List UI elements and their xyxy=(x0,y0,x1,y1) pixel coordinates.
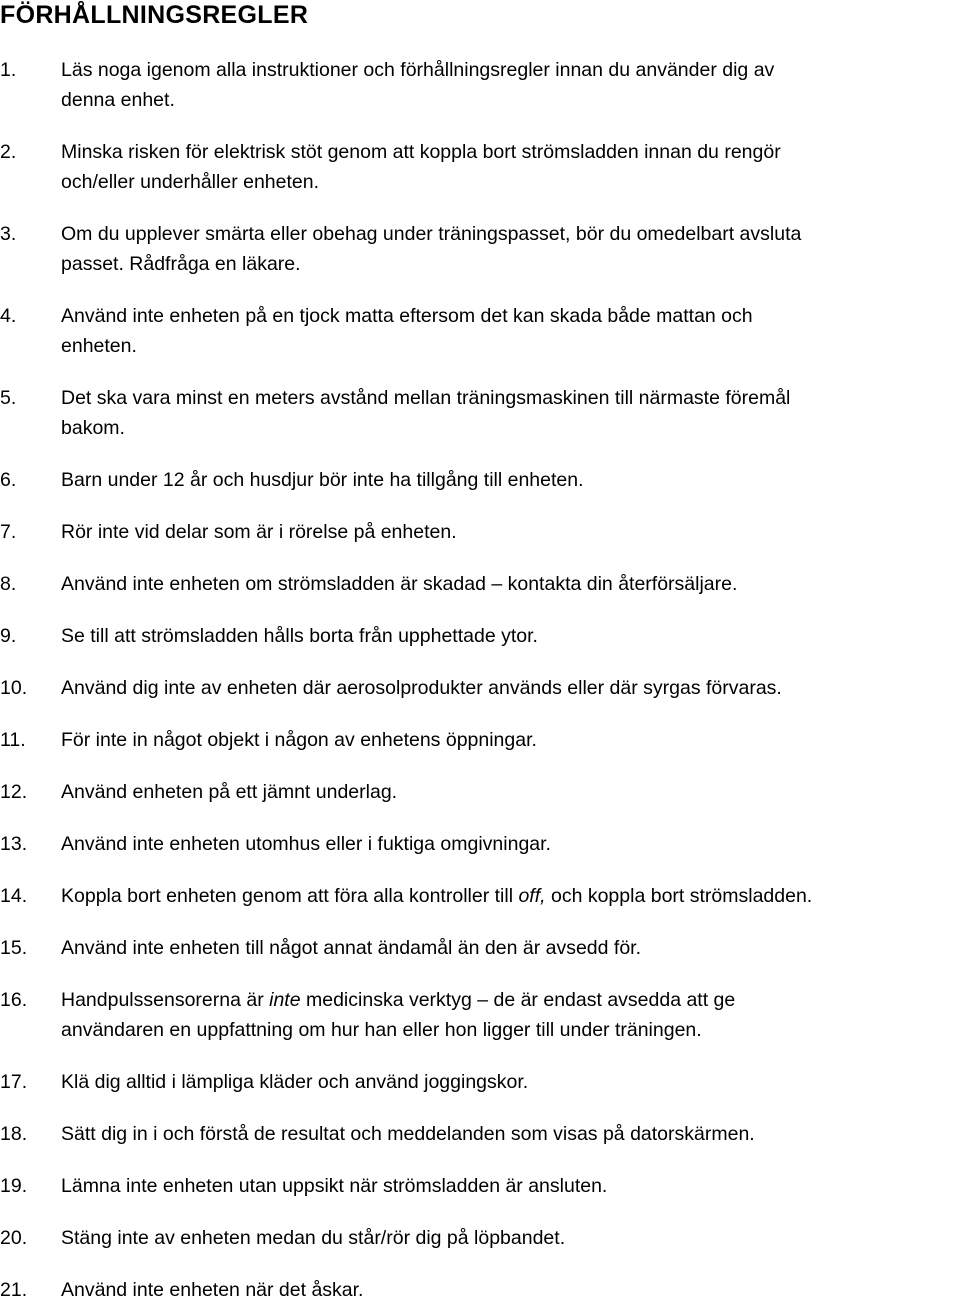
rule-text-line: Sätt dig in i och förstå de resultat och meddelanden som visas på datorskärmen. xyxy=(61,1123,755,1145)
rule-item xyxy=(0,1275,960,1305)
rule-number: 5. xyxy=(0,387,17,409)
rule-number: 8. xyxy=(0,573,17,595)
rule-item xyxy=(0,517,960,547)
rule-number: 17. xyxy=(0,1071,28,1093)
rule-text-line: enheten. xyxy=(61,335,137,357)
rule-number: 9. xyxy=(0,625,17,647)
rule-text-line: Se till att strömsladden hålls borta från upphettade ytor. xyxy=(61,625,538,647)
rule-number: 12. xyxy=(0,781,28,803)
rule-number: 7. xyxy=(0,521,17,543)
rule-number: 11. xyxy=(0,729,26,751)
rule-number: 2. xyxy=(0,141,17,163)
rule-text-segment: Handpulssensorerna är xyxy=(61,989,270,1011)
rule-text-line: denna enhet. xyxy=(61,89,175,111)
rule-number: 3. xyxy=(0,223,17,245)
rule-item xyxy=(0,55,960,115)
rule-number: 16. xyxy=(0,989,28,1011)
rule-text-line: Använd inte enheten när det åskar. xyxy=(61,1279,364,1301)
rule-text-line: Om du upplever smärta eller obehag under träningspasset, bör du omedelbart avsluta xyxy=(61,223,802,245)
rule-text-line: Använd inte enheten om strömsladden är skadad – kontakta din återförsäljare. xyxy=(61,573,738,595)
rule-number: 4. xyxy=(0,305,17,327)
rule-item xyxy=(0,1171,960,1201)
rule-item xyxy=(0,1067,960,1097)
rule-text-line: Använd dig inte av enheten där aerosolprodukter används eller där syrgas förvaras. xyxy=(61,677,782,699)
rule-text-line: Minska risken för elektrisk stöt genom att koppla bort strömsladden innan du rengör xyxy=(61,141,781,163)
rule-item xyxy=(0,1119,960,1149)
rule-text-line: passet. Rådfråga en läkare. xyxy=(61,253,301,275)
rule-text-line: Stäng inte av enheten medan du står/rör dig på löpbandet. xyxy=(61,1227,566,1249)
rule-text-segment: medicinska verktyg – de är endast avsedda att ge xyxy=(300,989,736,1011)
rule-item xyxy=(0,933,960,963)
rule-number: 19. xyxy=(0,1175,28,1197)
rule-text-line: bakom. xyxy=(61,417,125,439)
rule-number: 6. xyxy=(0,469,17,491)
rule-text-emphasis: off, xyxy=(518,885,546,907)
rule-item xyxy=(0,383,960,443)
page-title: FÖRHÅLLNINGSREGLER xyxy=(0,1,309,29)
rule-number: 18. xyxy=(0,1123,28,1145)
rule-text-line: och/eller underhåller enheten. xyxy=(61,171,320,193)
rule-text-line: Rör inte vid delar som är i rörelse på enheten. xyxy=(61,521,457,543)
rule-number: 10. xyxy=(0,677,28,699)
rule-text-line: För inte in något objekt i någon av enhetens öppningar. xyxy=(61,729,537,751)
rule-text-line: Använd inte enheten till något annat ändamål än den är avsedd för. xyxy=(61,937,642,959)
rule-item xyxy=(0,301,960,361)
rule-item xyxy=(0,673,960,703)
rule-text-line: Använd inte enheten på en tjock matta eftersom det kan skada både mattan och xyxy=(61,305,753,327)
rule-item xyxy=(0,1223,960,1253)
rule-text-line xyxy=(61,985,960,1015)
rule-item xyxy=(0,137,960,197)
rule-text-line xyxy=(61,881,960,911)
rule-item xyxy=(0,985,960,1045)
rule-item xyxy=(0,465,960,495)
rule-number: 14. xyxy=(0,885,28,907)
rule-text-line: användaren en uppfattning om hur han eller hon ligger till under träningen. xyxy=(61,1019,702,1041)
rule-text-line: Barn under 12 år och husdjur bör inte ha tillgång till enheten. xyxy=(61,469,584,491)
rule-item xyxy=(0,725,960,755)
rule-number: 13. xyxy=(0,833,28,855)
rule-text-line: Klä dig alltid i lämpliga kläder och använd joggingskor. xyxy=(61,1071,529,1093)
rule-item xyxy=(0,777,960,807)
rule-item xyxy=(0,219,960,279)
rule-item xyxy=(0,829,960,859)
rule-item xyxy=(0,881,960,911)
rule-number: 1. xyxy=(0,59,17,81)
rule-text-emphasis: inte xyxy=(269,989,301,1011)
rule-text-line: Använd enheten på ett jämnt underlag. xyxy=(61,781,398,803)
rule-item xyxy=(0,569,960,599)
rule-item xyxy=(0,621,960,651)
rule-text-segment: och koppla bort strömsladden. xyxy=(545,885,813,907)
rule-text-line: Läs noga igenom alla instruktioner och förhållningsregler innan du använder dig av xyxy=(61,59,775,81)
rule-text-line: Använd inte enheten utomhus eller i fuktiga omgivningar. xyxy=(61,833,551,855)
rules-list xyxy=(0,55,960,1305)
rule-number: 20. xyxy=(0,1227,28,1249)
rule-text-line: Det ska vara minst en meters avstånd mellan träningsmaskinen till närmaste föremål xyxy=(61,387,791,409)
rule-number: 15. xyxy=(0,937,28,959)
rule-text-segment: Koppla bort enheten genom att föra alla kontroller till xyxy=(61,885,519,907)
rule-text-line: Lämna inte enheten utan uppsikt när strömsladden är ansluten. xyxy=(61,1175,608,1197)
rule-number: 21. xyxy=(0,1279,28,1301)
